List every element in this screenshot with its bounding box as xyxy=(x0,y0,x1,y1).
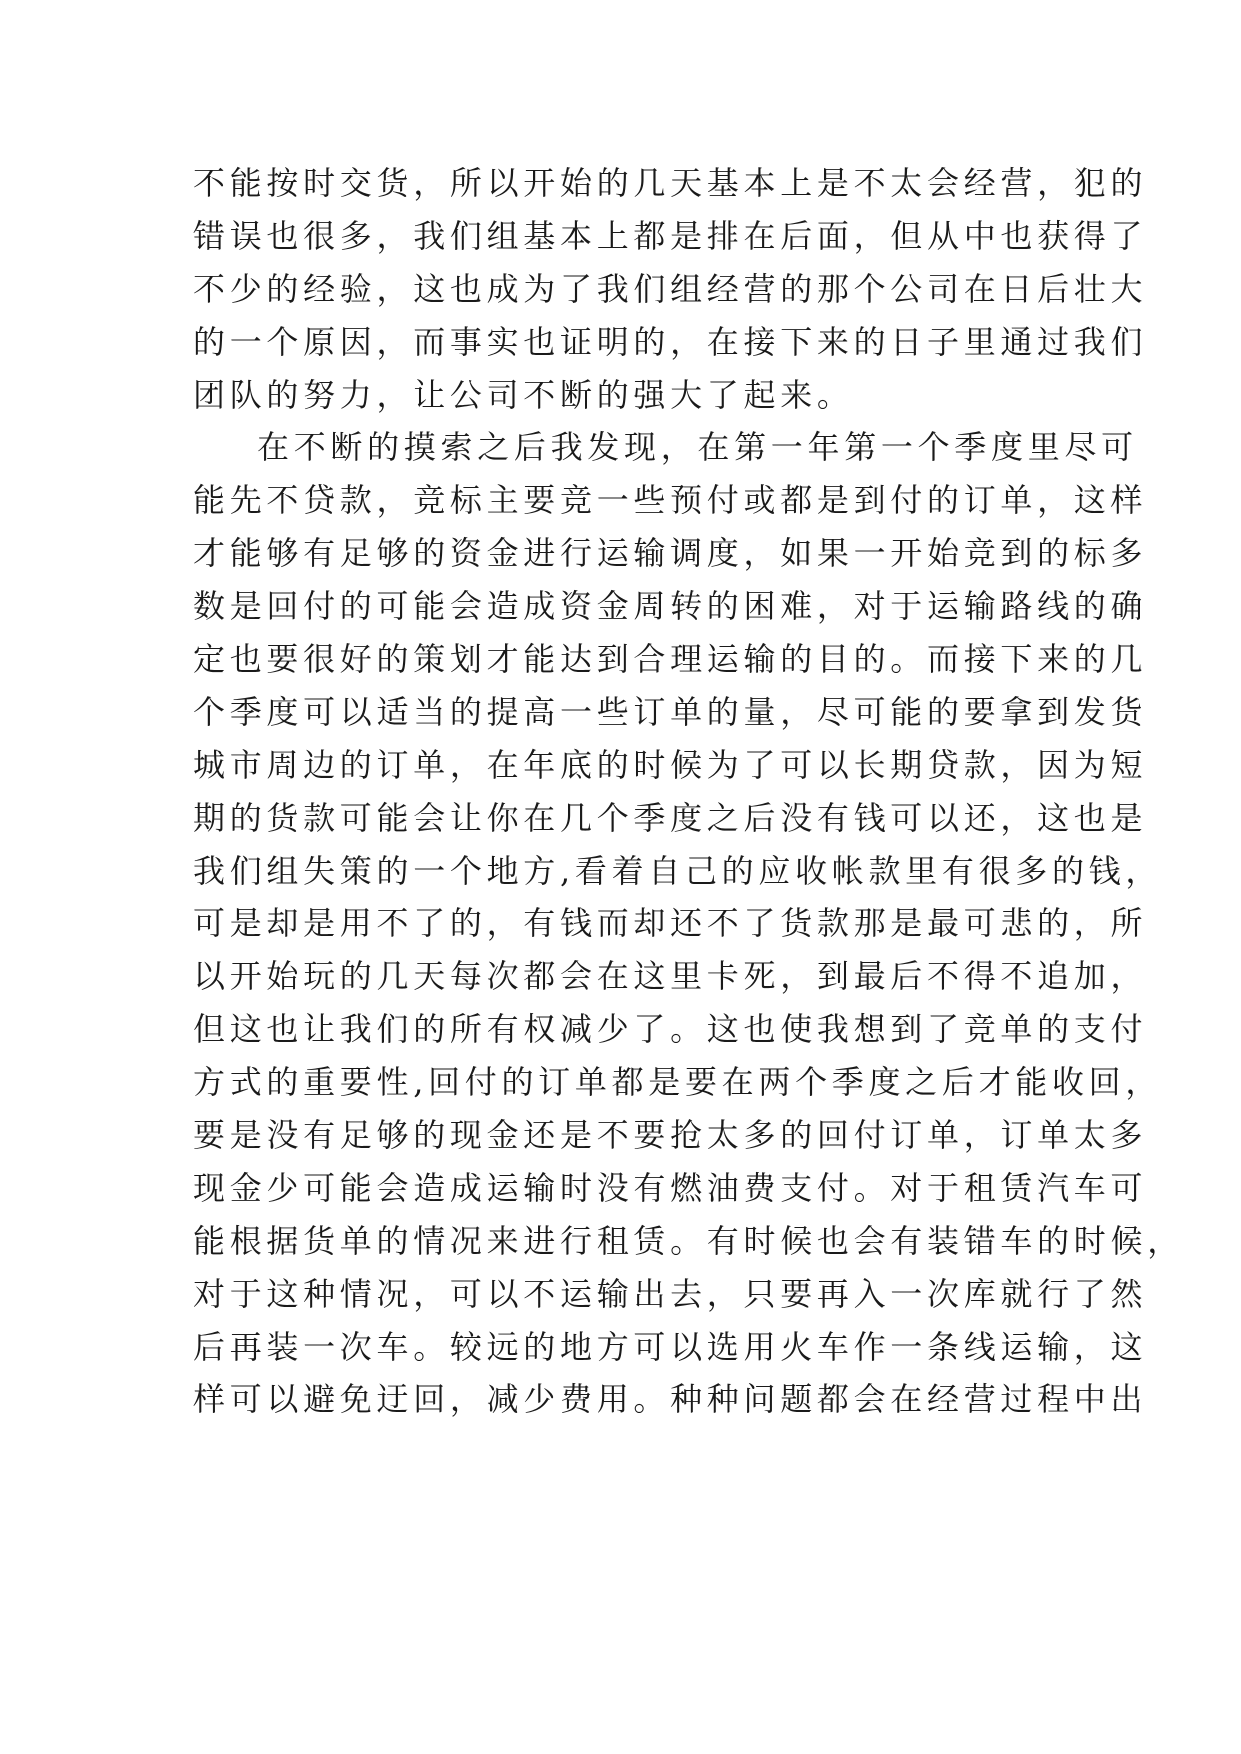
text-line: 数是回付的可能会造成资金周转的困难，对于运输路线的确 xyxy=(193,587,1148,626)
text-line: 不少的经验，这也成为了我们组经营的那个公司在日后壮大 xyxy=(193,269,1148,308)
text-line: 城市周边的订单，在年底的时候为了可以长期贷款，因为短 xyxy=(193,745,1148,784)
text-line: 定也要很好的策划才能达到合理运输的目的。而接下来的几 xyxy=(193,640,1148,679)
text-line: 后再装一次车。较远的地方可以选用火车作一条线运输，这 xyxy=(193,1327,1148,1366)
text-line: 对于这种情况，可以不运输出去，只要再入一次库就行了然 xyxy=(193,1274,1148,1313)
text-line: 团队的努力，让公司不断的强大了起来。 xyxy=(193,375,854,414)
text-line: 才能够有足够的资金进行运输调度，如果一开始竞到的标多 xyxy=(193,534,1148,573)
text-line: 样可以避免迂回，减少费用。种种问题都会在经营过程中出 xyxy=(193,1380,1148,1419)
text-line: 错误也很多，我们组基本上都是排在后面，但从中也获得了 xyxy=(193,216,1148,255)
body-text xyxy=(193,157,1184,1426)
text-line: 的一个原因，而事实也证明的，在接下来的日子里通过我们 xyxy=(193,322,1148,361)
text-line: 要是没有足够的现金还是不要抢太多的回付订单，订单太多 xyxy=(193,1116,1148,1155)
text-line: 能根据货单的情况来进行租赁。有时候也会有装错车的时候， xyxy=(193,1221,1184,1260)
paragraph-start-line: 在不断的摸索之后我发现，在第一年第一个季度里尽可 xyxy=(257,428,1138,467)
text-line: 期的货款可能会让你在几个季度之后没有钱可以还，这也是 xyxy=(193,798,1148,837)
text-line: 方式的重要性,回付的订单都是要在两个季度之后才能收回， xyxy=(193,1063,1163,1102)
text-line: 但这也让我们的所有权减少了。这也使我想到了竞单的支付 xyxy=(193,1010,1148,1049)
text-line: 我们组失策的一个地方,看着自己的应收帐款里有很多的钱， xyxy=(193,851,1163,890)
text-line: 能先不贷款，竞标主要竞一些预付或都是到付的订单，这样 xyxy=(193,481,1148,520)
text-line: 以开始玩的几天每次都会在这里卡死，到最后不得不追加， xyxy=(193,957,1148,996)
text-line: 现金少可能会造成运输时没有燃油费支付。对于租赁汽车可 xyxy=(193,1168,1148,1207)
text-line: 个季度可以适当的提高一些订单的量，尽可能的要拿到发货 xyxy=(193,692,1148,731)
text-line: 不能按时交货，所以开始的几天基本上是不太会经营，犯的 xyxy=(193,164,1148,202)
text-line: 可是却是用不了的，有钱而却还不了货款那是最可悲的，所 xyxy=(193,904,1148,943)
